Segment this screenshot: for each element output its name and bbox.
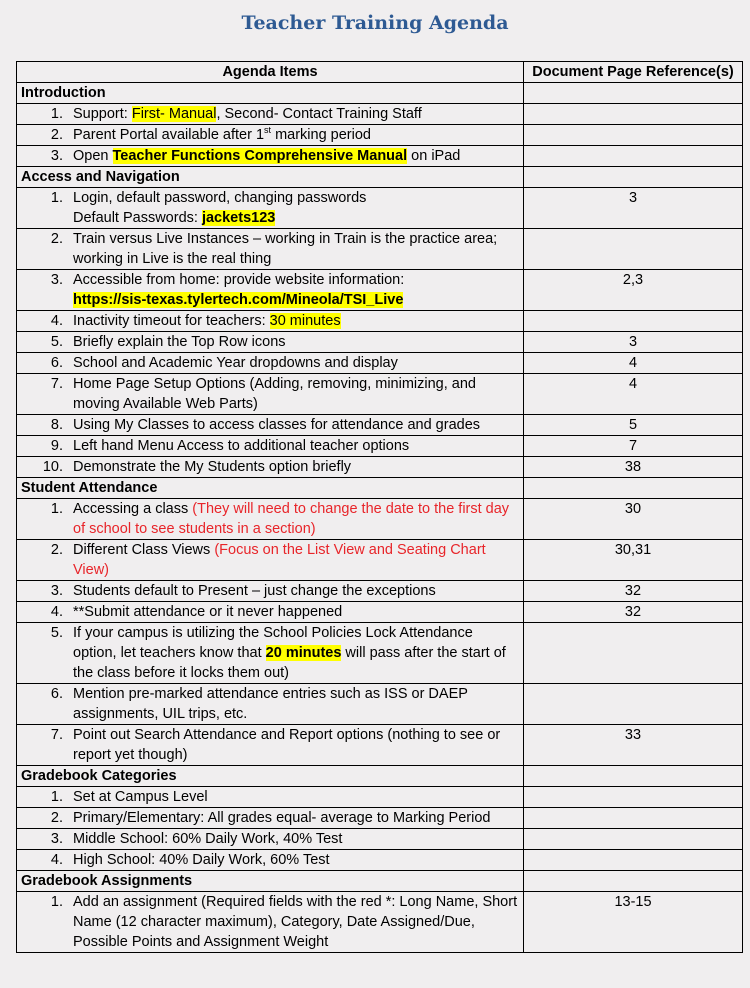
highlighted-text: 20 minutes bbox=[265, 645, 342, 661]
page-reference: 7 bbox=[524, 436, 743, 457]
agenda-item bbox=[21, 374, 519, 414]
page-reference: 3 bbox=[524, 332, 743, 353]
agenda-row bbox=[17, 332, 743, 353]
item-number: 5. bbox=[50, 334, 63, 350]
text-segment: Students default to Present – just change the exceptions bbox=[73, 583, 436, 599]
text-segment: st bbox=[264, 125, 272, 136]
page-reference bbox=[524, 104, 743, 125]
agenda-item-cell bbox=[17, 311, 524, 332]
agenda-row bbox=[17, 725, 743, 766]
item-number: 3. bbox=[50, 831, 63, 847]
section-row bbox=[17, 83, 743, 104]
agenda-item-cell bbox=[17, 499, 524, 540]
page-reference: 4 bbox=[524, 353, 743, 374]
page-title: Teacher Training Agenda bbox=[241, 12, 509, 34]
page-reference: 32 bbox=[524, 581, 743, 602]
text-segment: Login, default password, changing passwords bbox=[73, 190, 367, 206]
section-title: Gradebook Assignments bbox=[17, 871, 524, 892]
text-segment: If your campus is utilizing the School Policies Lock Attendance option, let teachers know that bbox=[73, 625, 473, 661]
page-reference: 38 bbox=[524, 457, 743, 478]
item-number: 5. bbox=[50, 625, 63, 641]
agenda-item-cell bbox=[17, 353, 524, 374]
agenda-item-cell bbox=[17, 270, 524, 311]
agenda-row bbox=[17, 311, 743, 332]
item-number: 2. bbox=[50, 542, 63, 558]
item-number: 4. bbox=[50, 604, 63, 620]
text-segment: Support: bbox=[73, 106, 132, 122]
item-number: 4. bbox=[50, 852, 63, 868]
agenda-item-cell bbox=[17, 104, 524, 125]
agenda-item-cell bbox=[17, 850, 524, 871]
agenda-item-cell bbox=[17, 787, 524, 808]
agenda-table bbox=[16, 61, 743, 953]
item-text bbox=[73, 188, 519, 228]
agenda-row bbox=[17, 104, 743, 125]
section-row bbox=[17, 871, 743, 892]
item-number: 4. bbox=[50, 313, 63, 329]
agenda-item-cell bbox=[17, 684, 524, 725]
agenda-row bbox=[17, 270, 743, 311]
item-text bbox=[73, 850, 519, 870]
item-number: 3. bbox=[50, 272, 63, 288]
section-title: Gradebook Categories bbox=[17, 766, 524, 787]
col-header-ref: Document Page Reference(s) bbox=[524, 62, 743, 83]
item-text bbox=[73, 892, 519, 952]
agenda-item bbox=[21, 787, 519, 807]
text-segment: on iPad bbox=[407, 148, 461, 164]
page-reference bbox=[524, 311, 743, 332]
agenda-item bbox=[21, 270, 519, 310]
section-title: Access and Navigation bbox=[17, 167, 524, 188]
item-number: 7. bbox=[50, 376, 63, 392]
page-reference: 33 bbox=[524, 725, 743, 766]
item-number: 2. bbox=[50, 231, 63, 247]
item-text bbox=[73, 829, 519, 849]
page-reference: 4 bbox=[524, 374, 743, 415]
page-reference: 3 bbox=[524, 188, 743, 229]
page-reference: 2,3 bbox=[524, 270, 743, 311]
item-text bbox=[73, 146, 519, 166]
text-segment: Briefly explain the Top Row icons bbox=[73, 334, 286, 350]
item-text bbox=[73, 436, 519, 456]
agenda-item-cell bbox=[17, 374, 524, 415]
agenda-row bbox=[17, 892, 743, 953]
section-ref-cell bbox=[524, 871, 743, 892]
agenda-item bbox=[21, 104, 519, 124]
text-segment: Accessible from home: provide website information: bbox=[73, 272, 405, 288]
section-title: Student Attendance bbox=[17, 478, 524, 499]
agenda-row bbox=[17, 146, 743, 167]
text-segment: Mention pre-marked attendance entries such as ISS or DAEP assignments, UIL trips, etc. bbox=[73, 686, 468, 722]
item-text bbox=[73, 540, 519, 580]
text-segment: Train versus Live Instances – working in Train is the practice area; working in Live is the real thing bbox=[73, 231, 498, 267]
section-row bbox=[17, 766, 743, 787]
agenda-item-cell bbox=[17, 415, 524, 436]
item-number: 10. bbox=[42, 459, 63, 475]
highlighted-text: https://sis-texas.tylertech.com/Mineola/TSI_Live bbox=[73, 292, 404, 308]
agenda-item bbox=[21, 581, 519, 601]
text-segment: , Second- Contact Training Staff bbox=[216, 106, 422, 122]
note-text: (They will need to change the date to the first day of school to see students in a section) bbox=[73, 501, 510, 537]
agenda-row bbox=[17, 374, 743, 415]
item-text bbox=[73, 457, 519, 477]
text-segment: **Submit attendance or it never happened bbox=[73, 604, 343, 620]
agenda-row bbox=[17, 850, 743, 871]
item-text bbox=[73, 787, 519, 807]
agenda-item-cell bbox=[17, 332, 524, 353]
item-number: 8. bbox=[50, 417, 63, 433]
item-text bbox=[73, 374, 519, 414]
page-reference: 13-15 bbox=[524, 892, 743, 953]
text-segment: High School: 40% Daily Work, 60% Test bbox=[73, 852, 330, 868]
item-text bbox=[73, 270, 519, 310]
item-number: 6. bbox=[50, 686, 63, 702]
highlighted-text: Teacher Functions Comprehensive Manual bbox=[112, 148, 408, 164]
text-segment: Open bbox=[73, 148, 113, 164]
page-reference bbox=[524, 829, 743, 850]
agenda-item bbox=[21, 332, 519, 352]
agenda-item bbox=[21, 436, 519, 456]
text-segment: Default Passwords: bbox=[73, 210, 202, 226]
agenda-item-cell bbox=[17, 829, 524, 850]
agenda-item bbox=[21, 808, 519, 828]
page-reference bbox=[524, 787, 743, 808]
page-reference bbox=[524, 146, 743, 167]
item-text bbox=[73, 623, 519, 683]
agenda-item bbox=[21, 850, 519, 870]
section-ref-cell bbox=[524, 83, 743, 104]
section-ref-cell bbox=[524, 478, 743, 499]
agenda-item-cell bbox=[17, 436, 524, 457]
agenda-item bbox=[21, 146, 519, 166]
text-segment: Middle School: 60% Daily Work, 40% Test bbox=[73, 831, 343, 847]
agenda-item-cell bbox=[17, 725, 524, 766]
agenda-row bbox=[17, 602, 743, 623]
text-segment: Home Page Setup Options (Adding, removing, minimizing, and moving Available Web Parts) bbox=[73, 376, 476, 412]
agenda-row bbox=[17, 229, 743, 270]
agenda-item bbox=[21, 188, 519, 228]
page-reference bbox=[524, 684, 743, 725]
agenda-row bbox=[17, 787, 743, 808]
agenda-item-cell bbox=[17, 808, 524, 829]
item-number: 3. bbox=[50, 583, 63, 599]
agenda-item bbox=[21, 353, 519, 373]
section-title: Introduction bbox=[17, 83, 524, 104]
page-reference: 32 bbox=[524, 602, 743, 623]
section-ref-cell bbox=[524, 766, 743, 787]
agenda-row bbox=[17, 353, 743, 374]
agenda-row bbox=[17, 540, 743, 581]
page-reference: 30,31 bbox=[524, 540, 743, 581]
agenda-item-cell bbox=[17, 623, 524, 684]
item-text bbox=[73, 581, 519, 601]
section-ref-cell bbox=[524, 167, 743, 188]
agenda-row bbox=[17, 499, 743, 540]
text-segment: marking period bbox=[271, 127, 371, 143]
item-number: 7. bbox=[50, 727, 63, 743]
item-number: 1. bbox=[50, 106, 63, 122]
item-number: 6. bbox=[50, 355, 63, 371]
text-segment: Different Class Views bbox=[73, 542, 215, 558]
agenda-item bbox=[21, 892, 519, 952]
agenda-item bbox=[21, 623, 519, 683]
agenda-row bbox=[17, 623, 743, 684]
page-reference: 30 bbox=[524, 499, 743, 540]
item-text bbox=[73, 125, 519, 145]
agenda-item bbox=[21, 725, 519, 765]
col-header-items: Agenda Items bbox=[17, 62, 524, 83]
item-text bbox=[73, 602, 519, 622]
page-reference: 5 bbox=[524, 415, 743, 436]
agenda-item bbox=[21, 457, 519, 477]
agenda-item bbox=[21, 311, 519, 331]
agenda-row bbox=[17, 125, 743, 146]
agenda-row bbox=[17, 415, 743, 436]
item-text bbox=[73, 353, 519, 373]
agenda-item-cell bbox=[17, 146, 524, 167]
header-row bbox=[17, 62, 743, 83]
agenda-item bbox=[21, 499, 519, 539]
item-text bbox=[73, 499, 519, 539]
item-text bbox=[73, 311, 519, 331]
agenda-item-cell bbox=[17, 229, 524, 270]
agenda-item bbox=[21, 415, 519, 435]
agenda-row bbox=[17, 581, 743, 602]
item-text bbox=[73, 415, 519, 435]
item-number: 2. bbox=[50, 810, 63, 826]
item-text bbox=[73, 229, 519, 269]
page-reference bbox=[524, 125, 743, 146]
text-segment: Accessing a class bbox=[73, 501, 193, 517]
agenda-item bbox=[21, 229, 519, 269]
agenda-row bbox=[17, 808, 743, 829]
agenda-row bbox=[17, 188, 743, 229]
item-number: 1. bbox=[50, 190, 63, 206]
text-segment: Set at Campus Level bbox=[73, 789, 208, 805]
page-reference bbox=[524, 229, 743, 270]
section-row bbox=[17, 478, 743, 499]
text-segment: Demonstrate the My Students option briefly bbox=[73, 459, 352, 475]
item-number: 1. bbox=[50, 789, 63, 805]
text-segment: Point out Search Attendance and Report options (nothing to see or report yet though) bbox=[73, 727, 501, 763]
section-row bbox=[17, 167, 743, 188]
agenda-body bbox=[17, 83, 743, 953]
highlighted-text: jackets123 bbox=[201, 210, 276, 226]
item-text bbox=[73, 332, 519, 352]
note-text: (Focus on the List View and Seating Chart View) bbox=[73, 542, 486, 578]
item-number: 1. bbox=[50, 894, 63, 910]
text-segment: Parent Portal available after 1 bbox=[73, 127, 265, 143]
agenda-item-cell bbox=[17, 602, 524, 623]
agenda-row bbox=[17, 457, 743, 478]
agenda-item bbox=[21, 540, 519, 580]
agenda-item bbox=[21, 684, 519, 724]
agenda-item bbox=[21, 125, 519, 145]
agenda-row bbox=[17, 436, 743, 457]
text-segment: Inactivity timeout for teachers: bbox=[73, 313, 270, 329]
highlighted-text: First- Manual bbox=[131, 106, 217, 122]
agenda-item-cell bbox=[17, 188, 524, 229]
agenda-item bbox=[21, 602, 519, 622]
agenda-row bbox=[17, 829, 743, 850]
text-segment: will pass after the start of the class before it locks them out) bbox=[73, 645, 506, 681]
highlighted-text: 30 minutes bbox=[269, 313, 341, 329]
agenda-item-cell bbox=[17, 581, 524, 602]
page-reference bbox=[524, 623, 743, 684]
agenda-item-cell bbox=[17, 457, 524, 478]
page-reference bbox=[524, 850, 743, 871]
text-segment: Left hand Menu Access to additional teacher options bbox=[73, 438, 410, 454]
item-text bbox=[73, 104, 519, 124]
item-number: 9. bbox=[50, 438, 63, 454]
agenda-item-cell bbox=[17, 125, 524, 146]
text-segment: Primary/Elementary: All grades equal- average to Marking Period bbox=[73, 810, 491, 826]
text-segment: School and Academic Year dropdowns and display bbox=[73, 355, 398, 371]
item-number: 2. bbox=[50, 127, 63, 143]
item-number: 1. bbox=[50, 501, 63, 517]
text-segment: Add an assignment (Required fields with the red *: Long Name, Short Name (12 character maximum), Category, Date Assigned/Due, Possible Points and Assignment Weight bbox=[73, 894, 518, 950]
page-reference bbox=[524, 808, 743, 829]
agenda-item-cell bbox=[17, 892, 524, 953]
item-text bbox=[73, 808, 519, 828]
item-number: 3. bbox=[50, 148, 63, 164]
agenda-item-cell bbox=[17, 540, 524, 581]
item-text bbox=[73, 684, 519, 724]
text-segment: Using My Classes to access classes for attendance and grades bbox=[73, 417, 481, 433]
agenda-item bbox=[21, 829, 519, 849]
agenda-row bbox=[17, 684, 743, 725]
item-text bbox=[73, 725, 519, 765]
